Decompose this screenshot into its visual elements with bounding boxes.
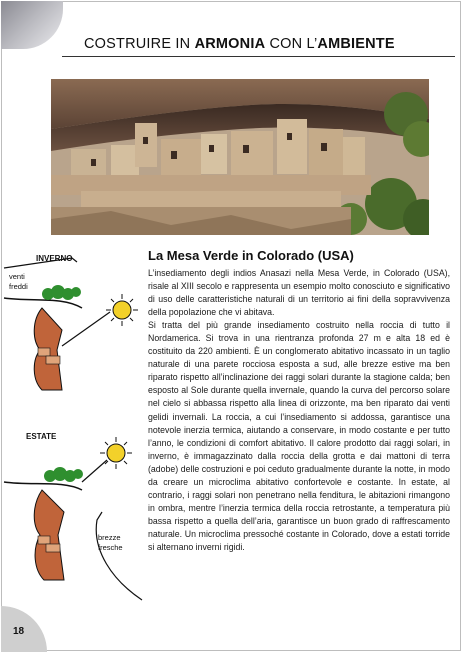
cliff-summer bbox=[34, 490, 64, 580]
venti-label-2: freddi bbox=[9, 282, 28, 291]
inverno-label: INVERNO bbox=[36, 254, 73, 263]
sun-ray-winter bbox=[62, 312, 110, 346]
page-header: COSTRUIRE IN ARMONIA CON L’AMBIENTE bbox=[84, 36, 395, 52]
article-title: La Mesa Verde in Colorado (USA) bbox=[148, 248, 354, 263]
sun-winter-icon bbox=[106, 294, 138, 326]
brezze-label-2: fresche bbox=[98, 543, 123, 552]
paragraph-1: L’insediamento degli indios Anasazi nella Mesa Verde, in Colorado (USA), risale al XIII secolo e rappresenta un esempio molto conosciuto e significativo di uso delle caratteristiche naturali di un territorio ai fini della sopravvivenza della popolazione che vi abitava. bbox=[148, 268, 450, 318]
breeze-arrow bbox=[96, 512, 142, 600]
trees-winter bbox=[42, 285, 81, 300]
header-rule bbox=[62, 56, 455, 57]
trees-summer bbox=[44, 467, 83, 482]
article-body bbox=[148, 267, 450, 554]
estate-label: ESTATE bbox=[26, 432, 57, 441]
page-number: 18 bbox=[13, 626, 25, 637]
brezze-label-1: brezze bbox=[98, 533, 121, 542]
sun-ray-summer bbox=[82, 460, 107, 482]
cliff-top-line-summer bbox=[4, 482, 82, 490]
sun-summer-icon bbox=[100, 437, 132, 469]
cliff-dwelling-photo bbox=[51, 79, 429, 235]
paragraph-2: Si tratta del più grande insediamento costruito nella roccia di tutto il Nordamerica. Si trova in una rientranza profonda 27 m e alta 18 ed è costituito da 220 ambienti. È un conglomerato abitativo incassato in un taglio naturale di una parete rocciosa esposta a sud, alle brezze estive ma ben riparato rispetto all’inclinazione dei raggi solari durante la stagione calda; ben esposto al Sole durante quella invernale, quando la curva del percorso solare nel cielo si abbassa rispetto alla linea di orizzonte, ma ben riparato dai venti gelidi invernali. La roccia, a cui l’insediamento si addossa, garantisce una notevole inerzia termica, aiutando a conservare, in modo costante e per tutto l’anno, le condizioni di comfort abitativo. Il calore prodotto dai raggi solari, in inverno, è immagazzinato dalla roccia della grotta e dai mattoni di terra (adobe) delle costruzioni e poi ceduto gradualmente durante la notte, in modo da creare un microclima abitativo confortevole e costante. In estate, al contrario, i raggi solari non penetrano nella fenditura, le abitazioni rimangono in ombra, mentre l’inerzia termica della roccia retrostante, a temperatura più bassa rispetto a quella dell’aria, garantisce un buon grado di raffrescamento naturale. Un microclima pressoché costante in Colorado, dove a estati torride si alternano inverni rigidi. bbox=[148, 320, 450, 552]
venti-label-1: venti bbox=[9, 272, 25, 281]
climate-diagram bbox=[2, 250, 152, 610]
